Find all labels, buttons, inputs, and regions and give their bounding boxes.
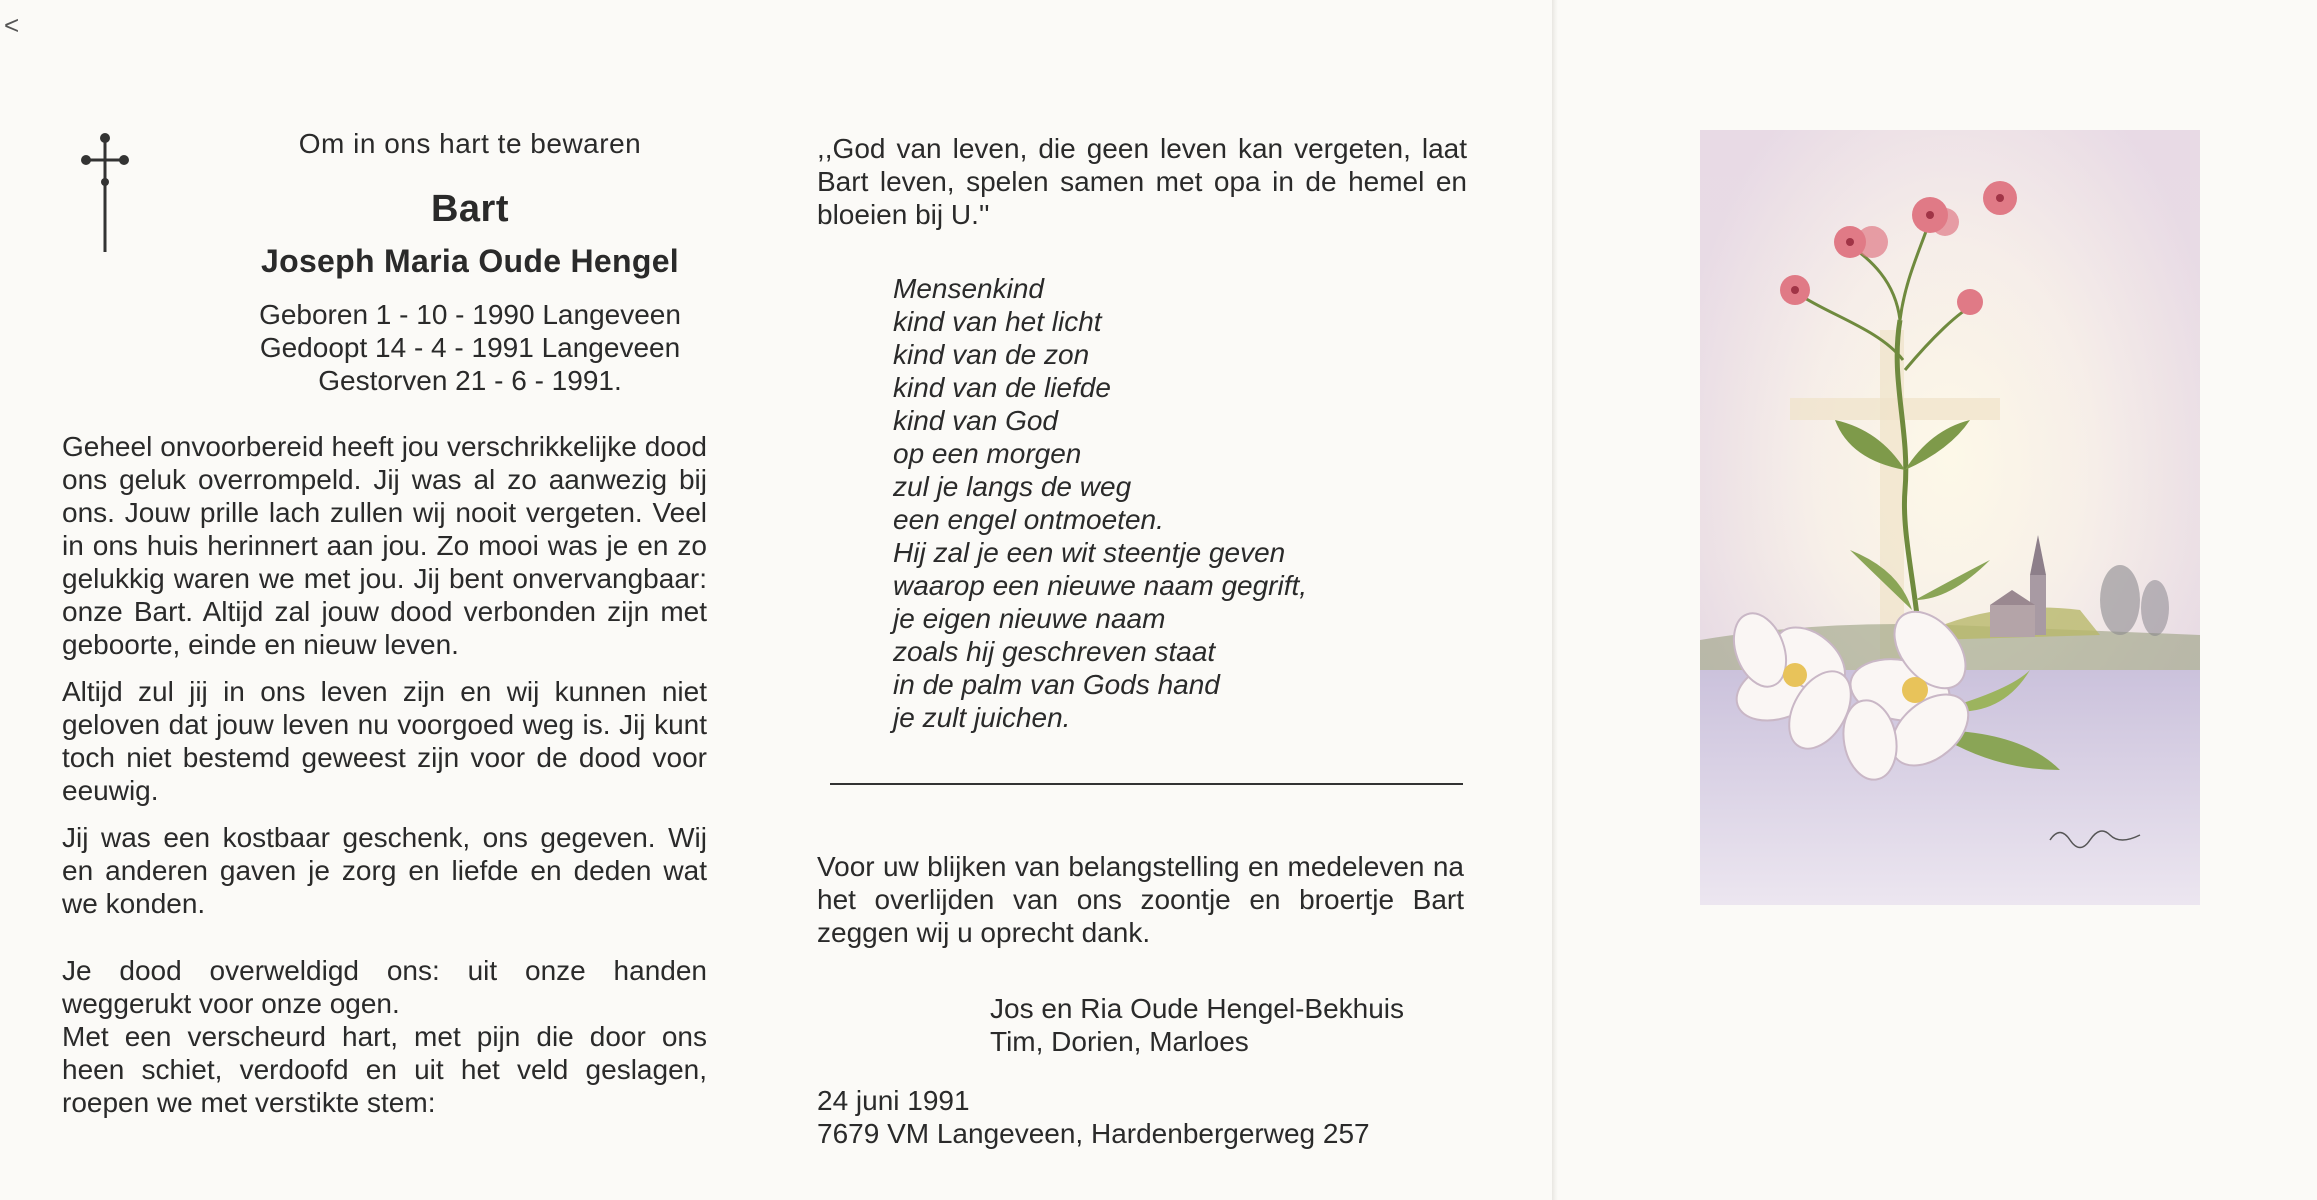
signers-siblings: Tim, Dorien, Marloes (990, 1026, 1249, 1057)
poem-line: je eigen nieuwe naam (893, 603, 1166, 634)
full-name: Joseph Maria Oude Hengel (261, 243, 679, 279)
poem-line: op een morgen (893, 438, 1082, 469)
life-dates (230, 298, 710, 397)
poem-line: waarop een nieuwe naam gegrift, (893, 570, 1308, 601)
header-block (230, 128, 710, 397)
poem-line: zul je langs de weg (893, 471, 1132, 502)
divider-line (830, 783, 1463, 785)
paragraph-1: Geheel onvoorbereid heeft jou verschrikkelijke dood ons geluk overrompeld. Jij was al zo aanwezig bij ons. Jouw prille lach zullen wij nooit vergeten. Veel in ons huis herinnert aan jou. Zo mooi was je en zo gelukkig waren we met jou. Jij bent onvervangbaar: onze Bart. Altijd zal jouw dood verbonden zijn met geboorte, einde en nieuw leven. (62, 431, 707, 660)
flower-cross-illustration (1700, 130, 2200, 905)
paragraph-4b: Met een verscheurd hart, met pijn die door ons heen schiet, verdoofd en uit het veld geslagen, roepen we met verstikte stem: (62, 1021, 707, 1118)
poem (893, 272, 1453, 734)
corner-mark: < (4, 10, 20, 40)
footer (817, 1084, 1467, 1150)
died-line: Gestorven 21 - 6 - 1991. (318, 365, 622, 396)
motto: Om in ons hart te bewaren (298, 128, 642, 159)
poem-line: kind van God (893, 405, 1058, 436)
cross-icon (80, 130, 130, 255)
poem-line: kind van de zon (893, 339, 1090, 370)
footer-address: 7679 VM Langeveen, Hardenbergerweg 257 (817, 1118, 1370, 1149)
poem-line: je zult juichen. (893, 702, 1071, 733)
poem-line: een engel ontmoeten. (893, 504, 1164, 535)
signers-parents: Jos en Ria Oude Hengel-Bekhuis (990, 993, 1405, 1024)
baptized-line: Gedoopt 14 - 4 - 1991 Langeveen (259, 332, 681, 363)
poem-line: kind van de liefde (893, 372, 1111, 403)
card-fold (1552, 0, 1558, 1200)
poem-line: Mensenkind (893, 273, 1044, 304)
paragraph-2: Altijd zul jij in ons leven zijn en wij kunnen niet geloven dat jouw leven nu voorgoed weg is. Jij kunt toch niet bestemd geweest zijn voor de dood voor eeuwig. (62, 676, 707, 806)
born-line: Geboren 1 - 10 - 1990 Langeveen (259, 299, 681, 330)
footer-date: 24 juni 1991 (817, 1085, 970, 1116)
poem-line: in de palm van Gods hand (893, 669, 1220, 700)
poem-line: kind van het licht (893, 306, 1102, 337)
signers (990, 992, 1470, 1058)
poem-line: Hij zal je een wit steentje geven (893, 537, 1286, 568)
first-name: Bart (430, 188, 510, 230)
paragraph-4a: Je dood overweldigd ons: uit onze handen weggerukt voor onze ogen. (62, 955, 707, 1019)
poem-line: zoals hij geschreven staat (893, 636, 1216, 667)
paragraph-3: Jij was een kostbaar geschenk, ons gegeven. Wij en anderen gaven je zorg en liefde en deden wat we konden. (62, 822, 707, 919)
thanks-text: Voor uw blijken van belangstelling en medeleven na het overlijden van ons zoontje en broertje Bart zeggen wij u oprecht dank. (817, 851, 1464, 948)
quote-text: ,,God van leven, die geen leven kan vergeten, laat Bart leven, spelen samen met opa in de hemel en bloeien bij U.'' (817, 133, 1467, 230)
memorial-text (62, 430, 707, 1133)
